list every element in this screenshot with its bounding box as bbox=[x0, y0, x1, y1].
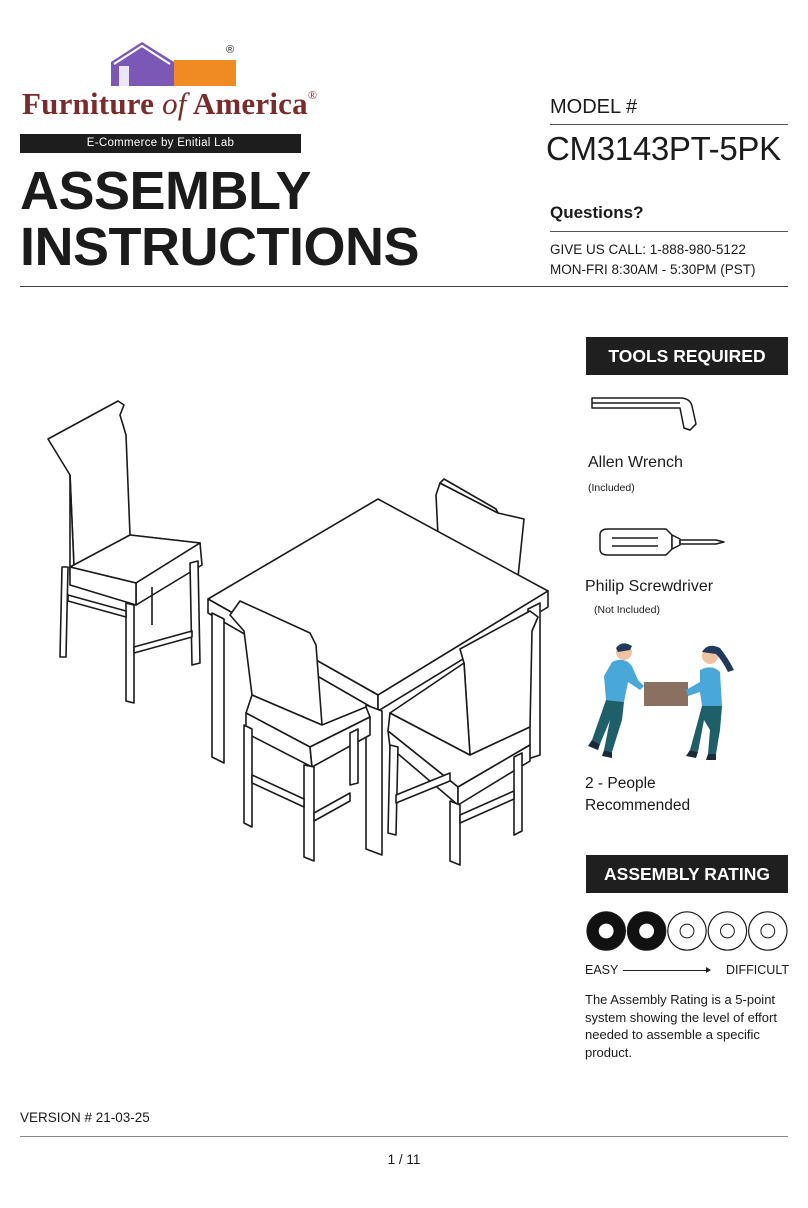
scale-easy-label: EASY bbox=[585, 963, 619, 977]
title-line-1: ASSEMBLY bbox=[20, 161, 312, 221]
rating-circle-center bbox=[720, 924, 734, 938]
screwdriver-icon bbox=[596, 525, 728, 559]
chair-left bbox=[48, 401, 202, 703]
people-recommended-label: Recommended bbox=[585, 797, 691, 814]
page-title bbox=[20, 163, 419, 275]
rating-description: The Assembly Rating is a 5-point system showing the level of effort needed to assemble a specific product. bbox=[585, 992, 777, 1060]
scale-arrow-icon bbox=[623, 970, 707, 971]
tool-note-allen-wrench: (Included) bbox=[588, 482, 635, 494]
two-people-carrying-box-icon bbox=[588, 640, 740, 762]
people-count: 2 - People bbox=[585, 775, 656, 792]
contact-info bbox=[550, 240, 756, 280]
people-recommended bbox=[585, 773, 690, 817]
allen-wrench-icon bbox=[588, 392, 700, 432]
model-number: CM3143PT-5PK bbox=[546, 130, 781, 167]
questions-heading: Questions? bbox=[550, 203, 644, 222]
difficulty-scale bbox=[585, 963, 789, 979]
rating-circle-center bbox=[680, 924, 694, 938]
registered-mark: ® bbox=[226, 44, 235, 56]
divider bbox=[550, 231, 788, 232]
rating-circle-center bbox=[761, 924, 775, 938]
assembly-rating-heading: ASSEMBLY RATING bbox=[586, 855, 788, 893]
divider bbox=[550, 124, 788, 125]
title-line-2: INSTRUCTIONS bbox=[20, 217, 419, 277]
scale-difficult-label: DIFFICULT bbox=[726, 963, 789, 977]
brand-tagline: E-Commerce by Enitial Lab bbox=[20, 134, 301, 153]
model-label: MODEL # bbox=[550, 96, 638, 118]
tool-note-screwdriver: (Not Included) bbox=[594, 604, 660, 616]
rating-circle-center bbox=[599, 924, 613, 938]
version-number: VERSION # 21-03-25 bbox=[20, 1110, 150, 1125]
contact-hours: MON-FRI 8:30AM - 5:30PM (PST) bbox=[550, 262, 756, 277]
tool-name-screwdriver: Philip Screwdriver bbox=[585, 578, 714, 595]
contact-phone: GIVE US CALL: 1-888-980-5122 bbox=[550, 242, 746, 257]
house-logo-icon bbox=[108, 40, 242, 90]
tool-name-allen-wrench: Allen Wrench bbox=[588, 454, 683, 471]
header-divider bbox=[20, 286, 788, 287]
footer-divider bbox=[20, 1136, 788, 1137]
brand-name: Furniture of America® bbox=[22, 86, 318, 121]
counter-height-dining-set-illustration bbox=[40, 395, 560, 875]
tools-required-heading: TOOLS REQUIRED bbox=[586, 337, 788, 375]
page-number: 1 / 11 bbox=[387, 1152, 421, 1167]
rating-circle-center bbox=[640, 924, 654, 938]
assembly-rating-circles bbox=[586, 910, 788, 952]
